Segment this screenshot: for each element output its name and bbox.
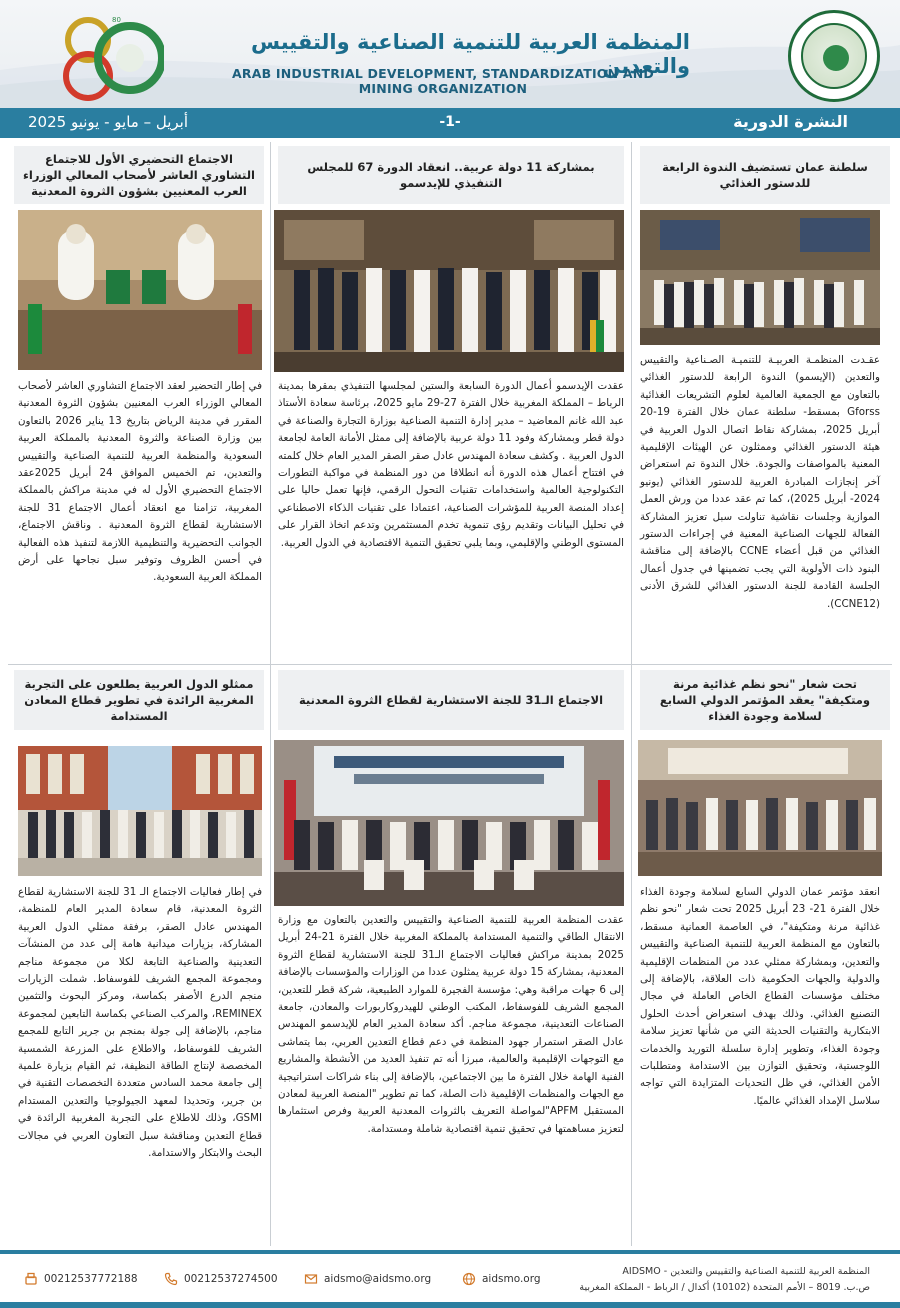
website-url: aidsmo.org	[482, 1273, 541, 1285]
article-body: عقـدت المنظمـة العربيـة للتنميـة الصـناعية والتقييس والتعدين (الإيسمو) الندوة الرابعة للدستور الغذائي بالتعاون مع الجمعية العالمية لعلوم التشريعات الغذائية Gforss بمسقط- سلطنة عمان خلال الفترة 19-20 أبريل 2025، بمشاركة نقاط اتصال الدول العربية في هيئة الدستور الغذائي وممثلون عن الهيئات الإقليمية المعنية بالمواصفات والجودة. خلال الندوة تم استعراض آخر إنجازات المبادرة العربية للدستور الغذائي (يونيو 2024- أبريل 2025)، كما تم عقد عددا من ورش العمل الموازية وجلسات نقاشية تناولت سبل تعزيز المشاركة الفعالة للجهات الصناعية المعنية في إجراءات الدستور الغذائي من قبل أعضاء CCNE بالإضافة إلى مناقشة البنود ذات الأولوية التي يجب تضمينها في جدول أعمال الجلسة القادمة للجنة الدستور الغذائي للشرق الأدنى (CCNE12).	[640, 354, 880, 610]
fax-number: 00212537772188	[44, 1273, 138, 1285]
email-icon	[304, 1272, 318, 1286]
phone-icon	[164, 1272, 178, 1286]
page-footer	[0, 1250, 900, 1308]
article-body: في إطار التحضير لعقد الاجتماع التشاوري العاشر لأصحاب المعالي الوزراء العرب المعنيين بشؤون الثروة المعدنية المقرر في مدينة الرياض بتاريخ 13 يناير 2026 بالتعاون بين وزارة الصناعة والثروة المعدنية بالمملكة العربية السعودية والمنظمة العربية للتنمية الصناعية والتقييس والتعدين، تم الخميس الموافق 24 أبريل 2025عقد الاجتماع التحضيري الأول له في مدينة مراكش بالمملكة المغربية، تزامنا مع انعقاد أعمال الاجتماع 31 للجنة الاستشارية لقطاع الثروة المعدنية . وناقش الاجتماع، الجوانب التحضيرية والتنظيمية اللازمة لتنفيذ هذه الفعالية في أحسن الظروف وتوفير سبل نجاحها على أرض المملكة العربية السعودية.	[18, 380, 263, 584]
page-header	[0, 0, 900, 108]
photo-signing-ceremony	[18, 210, 262, 370]
aidsmo-seal-logo	[788, 10, 880, 102]
svg-text:80: 80	[112, 16, 121, 24]
phone-item[interactable]	[164, 1272, 278, 1286]
article-body: عقدت المنظمة العربية للتنمية الصناعية والتقييس والتعدين بالتعاون مع وزارة الانتقال الطاقي والتنمية المستدامة بالمملكة المغربية خلال الفترة 21-24 أبريل 2025 بمدينة مراكش فعاليات الاجتماع الـ31 للجنة الاستشارية لقطاع الثروة المعدنية، بمشاركة 15 دولة عربية يمثلون عددا من الوزارات والمؤسسات بالإضافة إلى 6 جهات مراقبة وهي: مؤسسة الفجيرة للموارد الطبيعية، شركة قطر للتعدين، المجمع الشريف للفوسفاط، المكتب الوطني للهيدروكاربورات والمعادن، جامعة الصناعات التعدينية، مجموعة مناجم. أكد سعادة المدير العام للإيدسمو المهندس عادل الصقر استمرار جهود المنظمة في دعم قطاع التعدين العربي، بما يتماشى مع التوجهات الإقليمية والعالمية، مبرزا أنه تم تنفيذ العديد من الأنشطة والمشاريع الفنية الهامة خلال الفترة ما بين الاجتماعين، بالإضافة إلى بناء شراكات استراتيجية مع الجهات والمنظمات الإقليمية ذات الصلة، كما تم تطوير "المنصة العربية لمعادن المستقبل APFM"لمواصلة التعريف بالثروات المعدنية العربية وفرص استثمارها لتعزيز مساهمتها في تحقيق تنمية اقتصادية شاملة ومستدامة.	[278, 914, 624, 1135]
address-line: المنظمة العربية للتنمية الصناعية والتقييس والتعدين - AIDSMO	[622, 1266, 870, 1277]
article-headline: بمشاركة 11 دولة عربية.. انعقاد الدورة 67 للمجلس التنفيذي للإيدسمو	[278, 146, 624, 204]
article-headline: الاجتماع الـ31 للجنة الاستشارية لقطاع الثروة المعدنية	[278, 670, 624, 730]
seal-emblem	[801, 23, 867, 89]
fax-icon	[24, 1272, 38, 1286]
postal-address	[540, 1264, 870, 1296]
globe-icon	[462, 1272, 476, 1286]
article-headline: تحت شعار "نحو نظم غذائية مرنة ومتكيفة" يعقد المؤتمر الدولي السابع لسلامة وجودة الغذاء	[640, 670, 890, 730]
article-headline: الاجتماع التحضيري الأول للاجتماع التشاوري العاشر لأصحاب المعالي الوزراء العرب المعنيين بشؤون الثروة المعدنية	[14, 146, 264, 204]
column-divider	[631, 142, 632, 1246]
photo-advisory-committee	[274, 740, 624, 906]
article-body: انعقد مؤتمر عمان الدولي السابع لسلامة وجودة الغذاء خلال الفترة 21- 23 أبريل 2025 تحت شعار "نحو نظم غذائية مرنة ومتكيفة"، في العاصمة العمانية مسقط، بالتعاون مع المنظمة العربية للتنمية الصناعية والتقييس والتعدين، وبمشاركة ممثلي عدد من المنظمات الإقليمية والدولية والجهات الحكومية ذات العلاقة، بالإضافة إلى مختلف مؤسسات القطاع الخاص العاملة في مجال التصنيع الغذائي. وذلك بهدف استعراض أحدث الحلول الابتكارية والتقنيات الحديثة التي من شأنها تعزيز سلامة وجودة الغذاء، وتطوير إدارة سلسلة التوريد والخدمات اللوجستية، وتحقيق التوازن بين الاستدامة ومتطلبات الأمن الغذائي، في ظل التحديات المتزايدة التي تواجه سلاسل الإمداد الغذائي عالميًا.	[640, 886, 880, 1107]
website-item[interactable]	[462, 1272, 541, 1286]
photo-field-visit	[18, 746, 262, 876]
article-body: عقدت الإيدسمو أعمال الدورة السابعة والستين لمجلسها التنفيذي بمقرها بمدينة الرباط – المملكة المغربية خلال الفترة 27-29 مايو 2025، برئاسة سعادة الأستاذ عبد الله غانم المعاضيد – مدير إدارة التنمية الصناعية بوزارة التجارة والصناعة في دولة قطر وبمشاركة وفود 11 دولة عربية بالإضافة إلى ممثل الأمانة العامة لجامعة الدول العربية . وكشف سعادة المهندس عادل صقر الصقر المدير العام خلال كلمته في افتتاح أعمال هذه الدورة أنه انطلاقا من دور المنظمة في مواكبة التطورات التكنولوجية العالمية واستخدامات تقنيات التحول الرقمي، فإنها تعمل حاليا على إعداد المنصة العربية للمؤشرات الصناعية، اعتمادا على تقنيات الذكاء الاصطناعي في تحليل البيانات وتقديم رؤى تنموية تخدم المستثمرين وتدعم اتخاذ القرار على المستوى الوطني والإقليمي، وبما يلبي تحقيق التنمية الاقتصادية في الدول العربية.	[278, 380, 624, 549]
page-number: -1-	[439, 114, 461, 130]
anniversary-80-logo	[54, 10, 164, 102]
issue-date: أبريل – مايو - يونيو 2025	[28, 113, 188, 131]
article-headline: سلطنة عمان تستضيف الندوة الرابعة للدستور الغذائي	[640, 146, 890, 204]
email-address: aidsmo@aidsmo.org	[324, 1273, 432, 1285]
column-divider	[270, 142, 271, 1246]
newsletter-title: النشرة الدورية	[733, 112, 848, 131]
row-divider	[8, 664, 892, 665]
org-name-arabic: المنظمة العربية للتنمية الصناعية والتقييس والتعدين	[251, 30, 690, 78]
address-line: ص.ب. 8019 – الأمم المتحدة (10102) أكدال / الرباط - المملكة المغربية	[579, 1282, 870, 1293]
article-headline: ممثلو الدول العربية يطلعون على التجربة المغربية الرائدة في تطوير قطاع المعادن المستدامة	[14, 670, 264, 730]
org-name-english: ARAB INDUSTRIAL DEVELOPMENT, STANDARDIZATION AND MINING ORGANIZATION	[232, 66, 654, 96]
fax-item	[24, 1272, 138, 1286]
photo-food-codex-seminar	[640, 210, 880, 345]
email-item[interactable]	[304, 1272, 431, 1286]
article-body: في إطار فعاليات الاجتماع الـ 31 للجنة الاستشارية لقطاع الثروة المعدنية، قام سعادة المدير العام للمنظمة، المهندس عادل الصقر، برفقة ممثلي الدول العربية المشاركة، بزيارات ميدانية هامة إلى عدد من المنشآت التعدينية والصناعية التابعة لكلا من مجموعة مناجم ومجموعة المجمع الشريف للفوسفاط. شملت الزيارات منجم الدرع الأصفر بكماسة، ومركز البحوث والتثمين REMINEX، والمركب الصناعي بكماسة التابعين لمجموعة مناجم، بالإضافة إلى جولة بمنجم بن جرير التابع للمجمع الشريف للفوسفاط، والاطلاع على المزرعة الشمسية المخصصة لإنتاج الطاقة النظيفة، ثم القيام بزيارة علمية إلى جامعة محمد السادس متعددة التخصصات التقنية في بن جرير، وتحديدا لمعهد الجيولوجيا والتعدين المستدام GSMI، وذلك للاطلاع على التجربة المغربية الرائدة في قطاع التعدين ومناقشة سبل التعاون العربي في مجالات البحث والابتكار والاستدامة.	[18, 886, 262, 1160]
photo-executive-council	[274, 210, 624, 372]
photo-food-safety-conference	[638, 740, 882, 876]
footer-bar	[0, 1302, 900, 1308]
issue-band	[0, 108, 900, 138]
phone-number: 00212537274500	[184, 1273, 278, 1285]
